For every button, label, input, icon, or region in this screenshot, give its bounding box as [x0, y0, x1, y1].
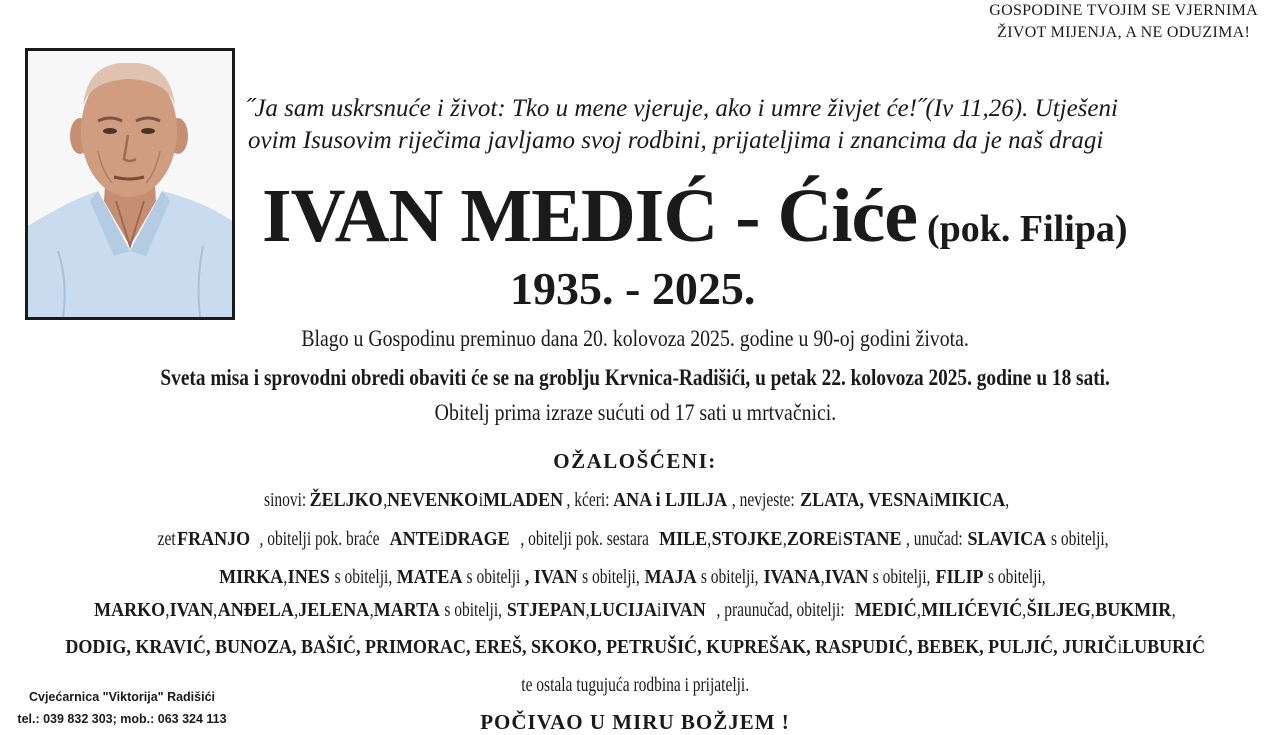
mourners-line	[0, 565, 1270, 589]
mourner-text: zet	[157, 528, 176, 550]
mourner-text: ,	[369, 599, 374, 621]
mourner-name: MIRKA	[219, 566, 284, 588]
mourner-text: ,	[917, 599, 921, 621]
mourner-name: INES	[287, 566, 330, 588]
mourner-text: i	[440, 528, 445, 550]
mourner-text: s obitelji,	[701, 566, 760, 588]
mourner-text: i	[1117, 636, 1122, 658]
mourner-name: JELENA	[298, 599, 370, 621]
funeral-home-name: Cvjećarnica "Viktorija" Radišići	[28, 690, 216, 704]
mourners-line	[0, 598, 1270, 622]
mourner-text: , kćeri:	[566, 489, 610, 511]
mourner-name: MIKICA	[934, 489, 1006, 511]
condolences-notice	[0, 400, 1270, 426]
mourner-text: ,	[1005, 489, 1010, 511]
mourner-text: i	[657, 599, 662, 621]
mourner-text: ,	[1022, 599, 1027, 621]
mourners-line	[0, 488, 1270, 512]
mourner-text: , praunučad, obitelji:	[716, 599, 845, 621]
funeral-home-info	[8, 686, 236, 730]
deceased-father: (pok. Filipa)	[926, 208, 1128, 250]
mourner-name: STJEPAN	[506, 599, 586, 621]
closing-blessing: POČIVAO U MIRU BOŽJEM !	[480, 710, 790, 734]
mourner-name: MLADEN	[482, 489, 563, 511]
mourner-text: sinovi:	[263, 489, 307, 511]
motto	[989, 0, 1258, 44]
mourner-name: MILIĆEVIĆ	[921, 599, 1023, 621]
mourners-line	[0, 635, 1270, 659]
mourner-name: SLAVICA	[967, 528, 1047, 550]
motto-line-1: GOSPODINE TVOJIM SE VJERNIMA	[989, 2, 1258, 19]
mourner-name: MATEA	[396, 566, 463, 588]
mourner-text: s obitelji	[466, 566, 521, 588]
deceased-name-line	[262, 173, 1128, 260]
mourner-name: DODIG, KRAVIĆ, BUNOZA, BAŠIĆ, PRIMORAC, EREŠ, SKOKO, PETRUŠIĆ, KUPREŠAK, RASPUDIĆ, BEBEK, PULJIĆ, JURIČ	[65, 636, 1117, 658]
mourner-text: ,	[585, 599, 590, 621]
mourner-name: ZORE	[787, 528, 839, 550]
mourner-name: IVAN	[169, 599, 214, 621]
mourner-text: i	[929, 489, 934, 511]
portrait-illustration	[28, 51, 232, 317]
mourner-text: , obitelji pok. braće	[260, 528, 381, 550]
mourner-name: ŽELJKO	[309, 489, 383, 511]
mourner-name: ANTE	[389, 528, 440, 550]
mourner-name: NEVENKO	[386, 489, 478, 511]
mourner-name: MEDIĆ	[854, 599, 917, 621]
mourner-text: ,	[782, 528, 787, 550]
mourner-name: MARKO	[94, 599, 166, 621]
mourner-text: ,	[1171, 599, 1176, 621]
mourner-text: ,	[1091, 599, 1096, 621]
mourner-name: ŠILJEG	[1026, 599, 1091, 621]
mourner-name: IVAN	[824, 566, 869, 588]
mourner-name: LUCIJA	[590, 599, 658, 621]
mourners-line-text	[65, 635, 1205, 659]
mourner-name: DRAGE	[444, 528, 510, 550]
mourner-text: ,	[165, 599, 170, 621]
mourner-name: IVANA	[763, 566, 821, 588]
mourner-text: ,	[820, 566, 825, 588]
mourner-name: LUBURIĆ	[1121, 636, 1205, 658]
motto-line-2: ŽIVOT MIJENJA, A NE ODUZIMA!	[997, 24, 1251, 41]
mourner-name: FRANJO	[177, 528, 251, 550]
funeral-home-contact: tel.: 039 832 303; mob.: 063 324 113	[17, 712, 227, 726]
life-years: 1935. - 2025.	[510, 263, 756, 314]
mourners-line-text	[503, 673, 768, 697]
mourner-name: , IVAN	[525, 566, 578, 588]
scripture-quote	[246, 93, 1246, 157]
mourner-text: i	[838, 528, 843, 550]
mourners-line-text	[260, 488, 1009, 512]
mourner-text: ,	[294, 599, 299, 621]
quote-line-1: ˝Ja sam uskrsnuće i život: Tko u mene vjeruje, ako i umre živjet će!˝(Iv 11,26). Utješeni	[246, 95, 1118, 122]
mourner-text: ,	[283, 566, 288, 588]
mourner-text: , unučad:	[906, 528, 964, 550]
funeral-notice	[0, 365, 1270, 391]
mourner-text: ,	[382, 489, 387, 511]
mourners-line-text	[94, 598, 1176, 622]
mourner-name: MARTA	[373, 599, 440, 621]
condolences-notice-text: Obitelj prima izraze sućuti od 17 sati u mrtvačnici.	[434, 400, 836, 425]
deceased-name: IVAN MEDIĆ - Ćiće	[262, 174, 917, 258]
mourner-name: ANA i LJILJA	[612, 489, 728, 511]
mourners-line-text	[219, 565, 1050, 589]
mourners-line	[0, 527, 1270, 551]
mourner-text: s obitelji,	[988, 566, 1046, 588]
mourner-text: s obitelji,	[334, 566, 393, 588]
mourners-title: OŽALOŠĆENI:	[553, 449, 717, 473]
mourner-text: te ostala tugujuća rodbina i prijatelji.	[521, 674, 749, 696]
mourner-name: STANE	[843, 528, 902, 550]
mourners-line-text	[156, 527, 1113, 551]
funeral-notice-text: Sveta misa i sprovodni obredi obaviti će se na groblju Krvnica-Radišići, u petak 22. kolovoza 2025. godine u 18 sati.	[160, 365, 1110, 390]
quote-line-2: ovim Isusovim riječima javljamo svoj rodbini, prijateljima i znancima da je naš dragi	[248, 127, 1104, 154]
mourner-name: MILE	[659, 528, 708, 550]
mourner-name: BUKMIR	[1095, 599, 1172, 621]
death-notice	[0, 326, 1270, 352]
mourner-name: ZLATA, VESNA	[799, 489, 930, 511]
mourner-text: ,	[707, 528, 712, 550]
mourner-text: , nevjeste:	[732, 489, 795, 511]
death-notice-text: Blago u Gospodinu preminuo dana 20. kolovoza 2025. godine u 90-oj godini života.	[301, 326, 969, 351]
mourner-name: ANĐELA	[217, 599, 294, 621]
mourner-name: FILIP	[935, 566, 984, 588]
mourner-text: s obitelji,	[873, 566, 931, 588]
mourner-name: MAJA	[644, 566, 697, 588]
mourner-name: IVAN	[662, 599, 706, 621]
mourner-text: s obitelji,	[1051, 528, 1109, 550]
mourner-text: ,	[213, 599, 218, 621]
portrait-photo	[25, 48, 235, 320]
mourner-text: s obitelji,	[444, 599, 503, 621]
mourner-text: i	[478, 489, 483, 511]
mourner-text: , obitelji pok. sestara	[520, 528, 649, 550]
mourner-name: STOJKE	[711, 528, 783, 550]
mourner-text: s obitelji,	[582, 566, 641, 588]
